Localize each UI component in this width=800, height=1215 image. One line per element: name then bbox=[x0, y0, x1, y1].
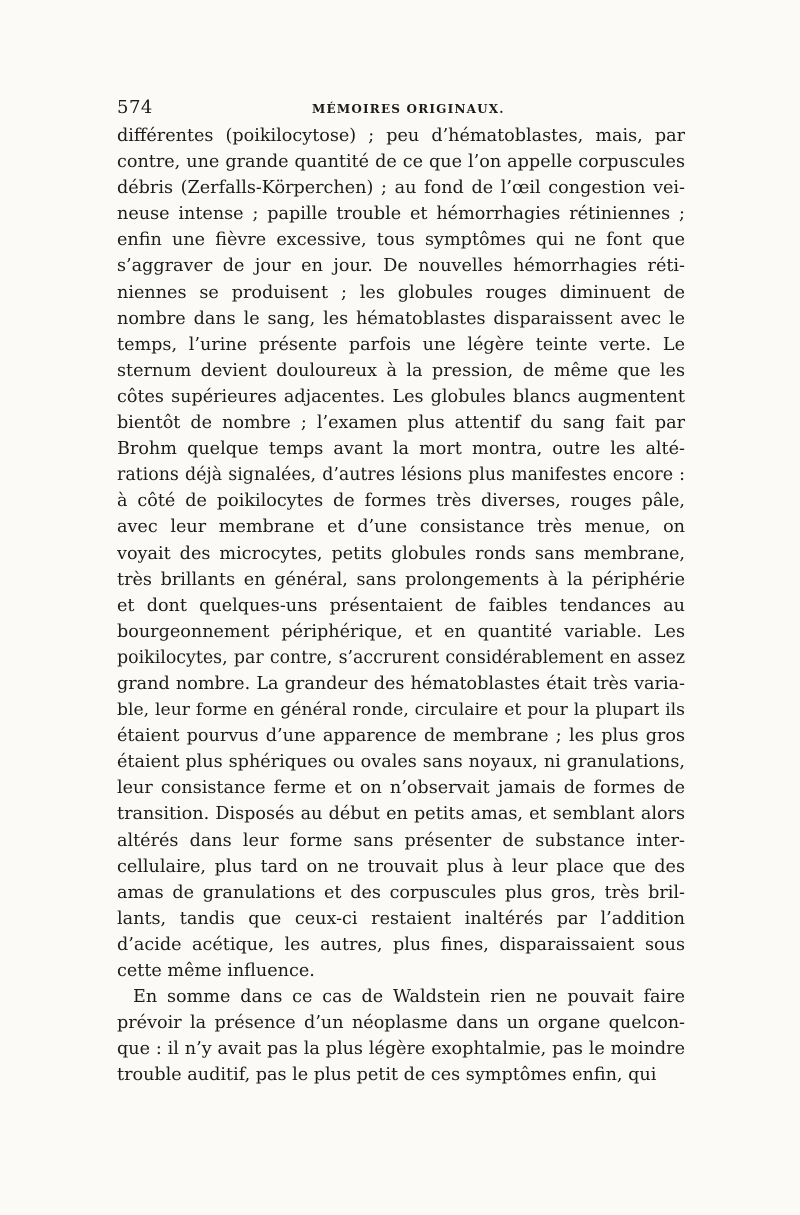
running-head bbox=[117, 95, 685, 123]
text-line: que : il n’y avait pas la plus légère exophtalmie, pas le moindre bbox=[117, 1039, 685, 1060]
body-text bbox=[117, 123, 685, 1088]
text-line: d’acide acétique, les autres, plus fines, disparaissaient sous bbox=[117, 934, 685, 955]
text-line: cette même influence. bbox=[117, 961, 315, 981]
text-line: très brillants en général, sans prolongements à la périphérie bbox=[117, 569, 685, 590]
text-line: sternum devient douloureux à la pression, de même que les bbox=[117, 360, 685, 381]
text-line: Brohm quelque temps avant la mort montra, outre les alté- bbox=[117, 439, 685, 460]
text-line: s’aggraver de jour en jour. De nouvelles hémorrhagies réti- bbox=[117, 256, 685, 277]
text-line: étaient pourvus d’une apparence de membrane ; les plus gros bbox=[117, 726, 685, 747]
text-line: temps, l’urine présente parfois une légère teinte verte. Le bbox=[117, 334, 685, 355]
text-line: contre, une grande quantité de ce que l’on appelle corpuscules bbox=[117, 152, 685, 173]
text-line: enfin une fièvre excessive, tous symptômes qui ne font que bbox=[117, 230, 685, 251]
text-line: à côté de poikilocytes de formes très diverses, rouges pâle, bbox=[117, 491, 685, 512]
text-line: neuse intense ; papille trouble et hémorrhagies rétiniennes ; bbox=[117, 204, 685, 225]
text-line: lants, tandis que ceux-ci restaient inaltérés par l’addition bbox=[117, 908, 685, 929]
paragraph bbox=[117, 123, 685, 984]
text-line: nombre dans le sang, les hématoblastes disparaissent avec le bbox=[117, 308, 685, 329]
text-line: ble, leur forme en général ronde, circulaire et pour la plupart ils bbox=[117, 700, 685, 721]
text-line: En somme dans ce cas de Waldstein rien ne pouvait faire bbox=[133, 987, 685, 1008]
text-line: niennes se produisent ; les globules rouges diminuent de bbox=[117, 282, 685, 303]
running-title: MÉMOIRES ORIGINAUX. bbox=[312, 102, 505, 116]
text-line: et dont quelques-uns présentaient de faibles tendances au bbox=[117, 595, 685, 616]
text-line: côtes supérieures adjacentes. Les globules blancs augmentent bbox=[117, 386, 685, 407]
text-line: transition. Disposés au début en petits amas, et semblant alors bbox=[117, 804, 685, 825]
text-line: rations déjà signalées, d’autres lésions plus manifestes encore : bbox=[117, 465, 685, 486]
text-line: différentes (poikilocytose) ; peu d’hématoblastes, mais, par bbox=[117, 126, 685, 146]
text-line: bourgeonnement périphérique, et en quantité variable. Les bbox=[117, 621, 685, 642]
text-line: grand nombre. La grandeur des hématoblastes était très varia- bbox=[117, 673, 685, 694]
text-line: poikilocytes, par contre, s’accrurent considérablement en assez bbox=[117, 647, 685, 668]
text-line: altérés dans leur forme sans présenter de substance inter- bbox=[117, 830, 685, 851]
text-line: leur consistance ferme et on n’observait jamais de formes de bbox=[117, 778, 685, 799]
text-line: cellulaire, plus tard on ne trouvait plus à leur place que des bbox=[117, 856, 685, 877]
text-line: débris (Zerfalls-Körperchen) ; au fond de l’œil congestion vei- bbox=[117, 178, 685, 199]
page-number: 574 bbox=[117, 97, 153, 118]
paragraph bbox=[117, 984, 685, 1088]
text-line: voyait des microcytes, petits globules ronds sans membrane, bbox=[117, 543, 685, 564]
text-line: bientôt de nombre ; l’examen plus attentif du sang fait par bbox=[117, 413, 685, 434]
text-line: étaient plus sphériques ou ovales sans noyaux, ni granulations, bbox=[117, 752, 685, 773]
text-line: prévoir la présence d’un néoplasme dans un organe quelcon- bbox=[117, 1013, 685, 1034]
text-line: avec leur membrane et d’une consistance très menue, on bbox=[117, 517, 685, 538]
text-line: amas de granulations et des corpuscules plus gros, très bril- bbox=[117, 882, 685, 903]
text-line: trouble auditif, pas le plus petit de ces symptômes enfin, qui bbox=[117, 1065, 657, 1086]
